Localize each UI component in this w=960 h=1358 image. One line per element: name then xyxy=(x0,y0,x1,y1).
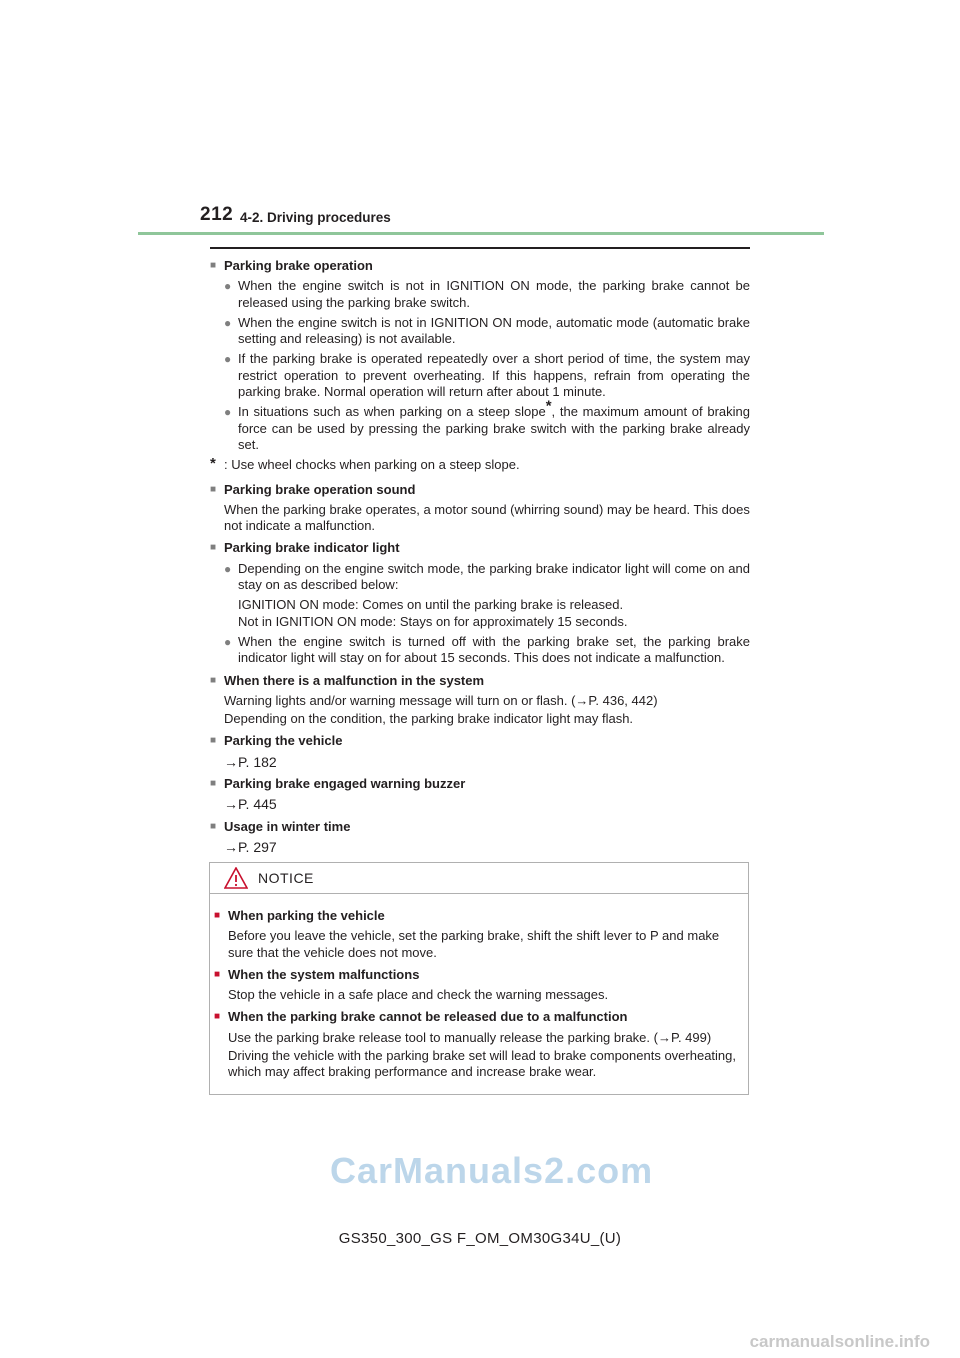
circle-bullet-icon: ● xyxy=(224,315,232,330)
header-rule xyxy=(138,232,824,235)
section-indicator-light xyxy=(210,540,750,666)
bullet-text: When the engine switch is not in IGNITION ON mode, the parking brake cannot be released using the parking brake switch. xyxy=(238,278,750,310)
bullet-text xyxy=(238,398,750,453)
section-heading: Parking the vehicle xyxy=(224,733,343,749)
page-reference-link[interactable]: →P. 445 xyxy=(224,796,277,813)
footnote-text: : Use wheel chocks when parking on a steep slope. xyxy=(224,457,520,473)
mode-description xyxy=(238,597,750,630)
main-content xyxy=(210,258,750,861)
bullet-text: When the engine switch is not in IGNITION ON mode, automatic mode (automatic brake setting and releasing) is not available. xyxy=(238,314,750,347)
notice-heading: When parking the vehicle xyxy=(228,908,385,923)
watermark: CarManuals2.com xyxy=(330,1150,654,1191)
asterisk-mark: * xyxy=(210,455,216,473)
notice-text: Driving the vehicle with the parking brake set will lead to brake components overheating, which may affect braking performance and increase brake wear. xyxy=(228,1048,736,1080)
content-rule xyxy=(210,247,750,249)
section-title: 4-2. Driving procedures xyxy=(240,210,391,225)
square-bullet-icon: ■ xyxy=(210,483,217,495)
asterisk-mark: * xyxy=(545,398,552,416)
page-header xyxy=(0,0,960,240)
section-parking-brake-operation xyxy=(210,258,750,474)
square-bullet-icon: ■ xyxy=(214,968,221,980)
square-bullet-icon: ■ xyxy=(210,820,217,832)
page-reference-link[interactable]: →P. 182 xyxy=(224,753,277,770)
notice-title: NOTICE xyxy=(258,870,314,886)
square-bullet-icon: ■ xyxy=(210,260,217,271)
site-watermark: carmanualsonline.info xyxy=(749,1332,930,1351)
circle-bullet-icon: ● xyxy=(224,561,232,576)
notice-box xyxy=(209,862,749,1095)
bullet-text: When the engine switch is turned off with the parking brake set, the parking brake indicator light will stay on for about 15 seconds. This does not indicate a malfunction. xyxy=(238,633,750,666)
square-bullet-icon: ■ xyxy=(210,778,217,790)
section-text: When the parking brake operates, a motor sound (whirring sound) may be heard. This does not indicate a malfunction. xyxy=(224,501,750,534)
section-heading: When there is a malfunction in the system xyxy=(224,672,485,688)
footnote xyxy=(210,457,750,473)
notice-item xyxy=(214,1009,738,1080)
notice-text: Before you leave the vehicle, set the parking brake, shift the shift lever to P and make sure that the vehicle does not move. xyxy=(228,928,720,960)
section-heading: Parking brake indicator light xyxy=(224,540,400,556)
notice-text: Use the parking brake release tool to manually release the parking brake. (→P. 499) xyxy=(228,1029,712,1045)
bullet-text: Depending on the engine switch mode, the parking brake indicator light will come on and stay on as described below: xyxy=(238,560,750,593)
circle-bullet-icon: ● xyxy=(224,405,232,420)
notice-item xyxy=(214,908,738,961)
section-heading: Parking brake operation xyxy=(224,258,373,273)
section-parking-vehicle xyxy=(210,733,750,770)
section-warning-buzzer xyxy=(210,776,750,813)
notice-text: Stop the vehicle in a safe place and check the warning messages. xyxy=(228,987,609,1003)
square-bullet-icon: ■ xyxy=(214,1011,221,1023)
square-bullet-icon: ■ xyxy=(210,542,217,554)
circle-bullet-icon: ● xyxy=(224,279,232,294)
warning-triangle-icon xyxy=(224,867,248,889)
page-reference-link[interactable]: →P. 297 xyxy=(224,838,277,855)
notice-heading: When the system malfunctions xyxy=(228,966,420,982)
page-number: 212 xyxy=(200,204,234,225)
notice-item xyxy=(214,967,738,1004)
section-heading: Parking brake operation sound xyxy=(224,481,416,497)
notice-header xyxy=(210,863,748,894)
notice-heading: When the parking brake cannot be released due to a malfunction xyxy=(228,1009,628,1025)
square-bullet-icon: ■ xyxy=(210,674,217,686)
bullet-text-start: In situations such as when parking on a steep slope xyxy=(238,404,546,420)
section-text: Depending on the condition, the parking brake indicator light may flash. xyxy=(224,711,634,727)
circle-bullet-icon: ● xyxy=(224,352,232,367)
section-text: Warning lights and/or warning message will turn on or flash. (→P. 436, 442) xyxy=(224,692,658,708)
square-bullet-icon: ■ xyxy=(214,910,221,921)
notice-body xyxy=(210,894,748,1081)
section-malfunction xyxy=(210,673,750,728)
bullet-text-end: , the maximum amount of braking force can be used by pressing the parking brake switch with the parking brake already set. xyxy=(238,404,750,452)
section-winter-usage xyxy=(210,819,750,856)
mode-off-text: Not in IGNITION ON mode: Stays on for approximately 15 seconds. xyxy=(238,613,628,629)
bullet-text: If the parking brake is operated repeatedly over a short period of time, the system may restrict operation to prevent overheating. If this happens, refrain from operating the parking brake. Normal operation will return after about 1 minute. xyxy=(238,351,750,400)
document-code: GS350_300_GS F_OM_OM30G34U_(U) xyxy=(338,1230,622,1247)
circle-bullet-icon: ● xyxy=(224,634,232,649)
section-heading: Usage in winter time xyxy=(224,818,351,834)
mode-on-text: IGNITION ON mode: Comes on until the parking brake is released. xyxy=(238,597,624,613)
section-operation-sound xyxy=(210,482,750,535)
square-bullet-icon: ■ xyxy=(210,735,217,747)
section-heading: Parking brake engaged warning buzzer xyxy=(224,776,466,792)
